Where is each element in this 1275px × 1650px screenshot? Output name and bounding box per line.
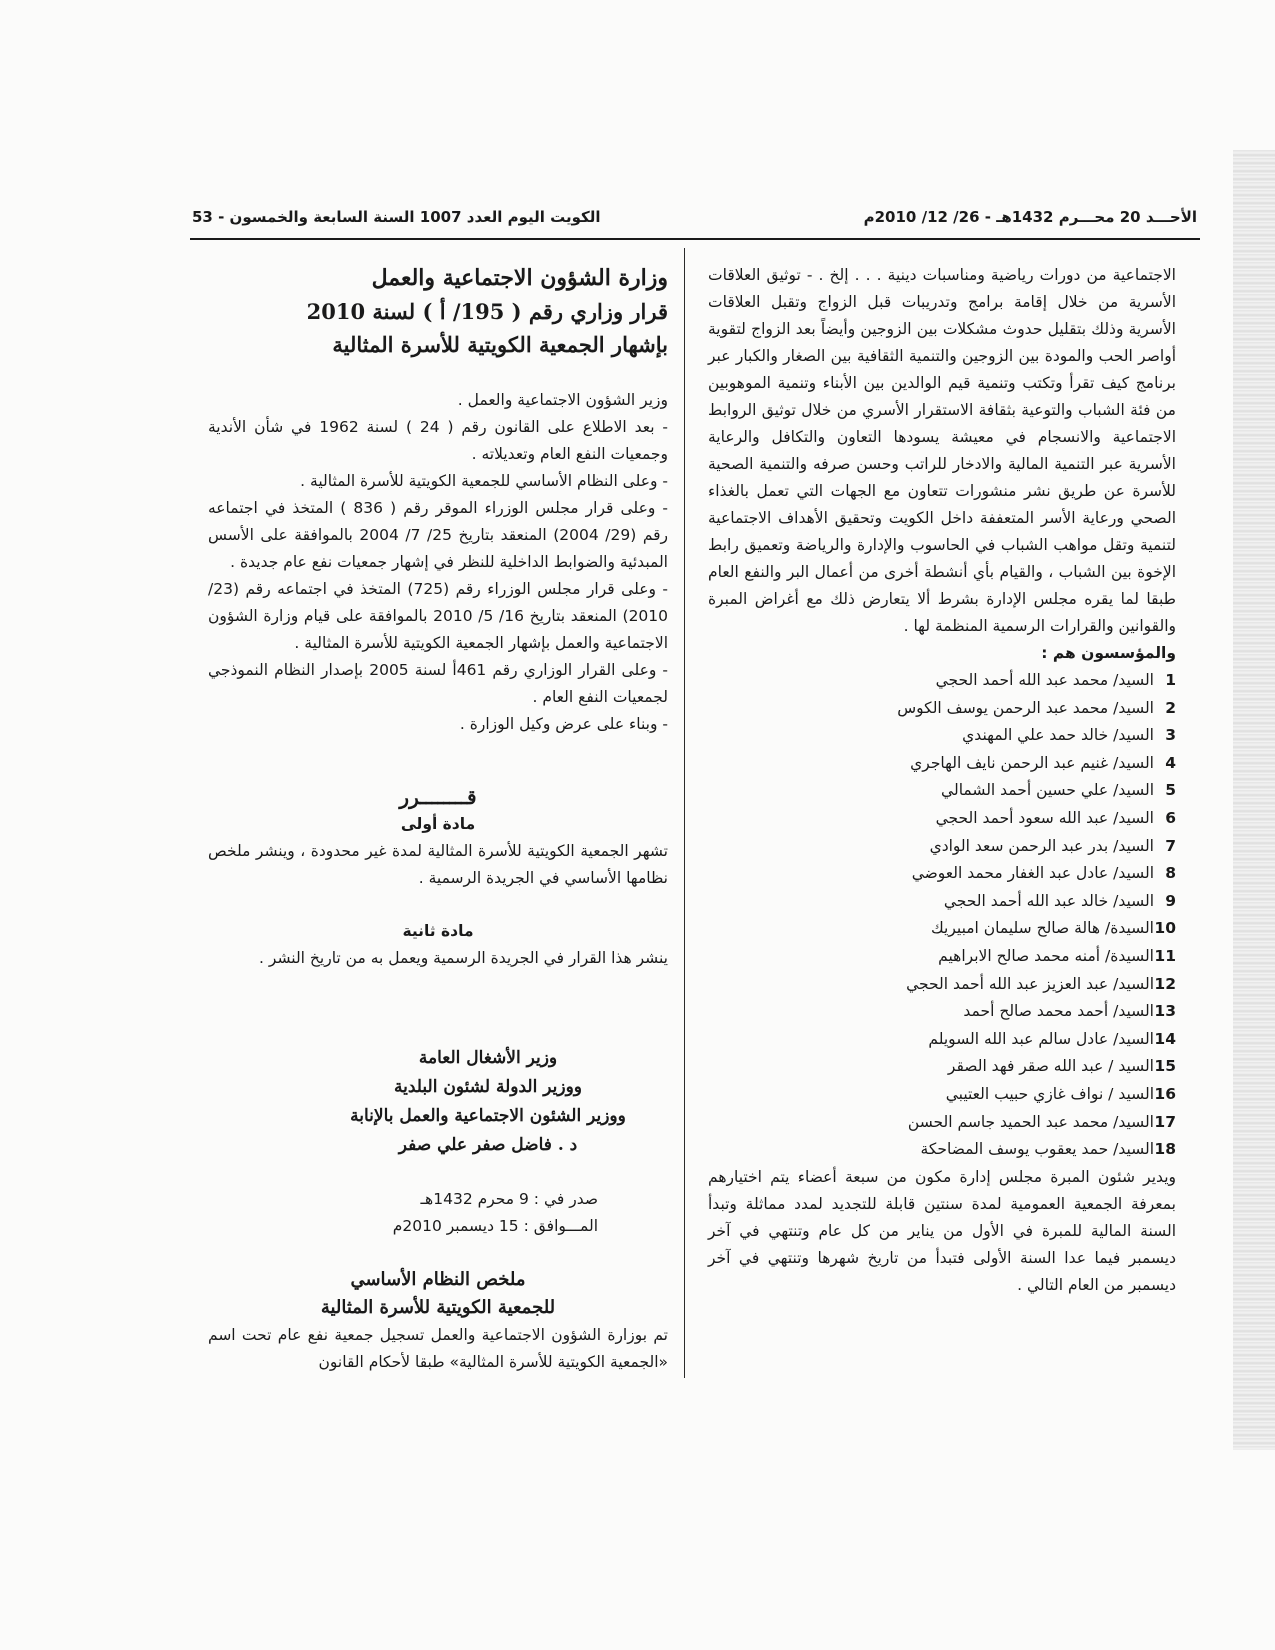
signature-block <box>328 1044 648 1160</box>
founder-item <box>708 805 1176 833</box>
founder-item <box>708 1136 1176 1164</box>
decision-number-title: قرار وزاري رقم ( 195/ أ ) لسنة 2010 <box>306 299 668 324</box>
founder-number: 8 <box>1165 864 1176 883</box>
preamble-line: - وعلى قرار مجلس الوزراء رقم (725) المتخذ في اجتماعه رقم (23/ 2010) المنعقد بتاريخ 16/ 5/ 2010 بالموافقة على قيام وزارة الشؤون الاجتماعية والعمل بإشهار الجمعية الكويتية للأسرة المثالية . <box>208 580 669 652</box>
decision-subject-title: بإشهار الجمعية الكويتية للأسرة المثالية <box>332 332 668 357</box>
founder-item <box>708 1053 1176 1081</box>
founder-number: 7 <box>1165 836 1176 855</box>
founder-name: السيد/ غنيم عبد الرحمن نايف الهاجري <box>910 753 1154 772</box>
page-header <box>192 200 1197 226</box>
corresponding-date: المـــوافق : 15 ديسمبر 2010م <box>392 1217 598 1235</box>
founder-number: 14 <box>1154 1029 1176 1048</box>
header-rule <box>190 238 1200 240</box>
founder-number: 11 <box>1154 946 1176 965</box>
founder-name: السيد/ أحمد محمد صالح أحمد <box>963 1002 1154 1021</box>
article2-title: مادة ثانية <box>402 922 474 940</box>
founder-number: 16 <box>1154 1084 1176 1103</box>
founder-name: السيدة/ أمنه محمد صالح الابراهيم <box>938 946 1154 965</box>
summary-title: ملخص النظام الأساسي <box>350 1269 526 1290</box>
signature-line: ووزير الدولة لشئون البلدية <box>394 1077 582 1097</box>
founder-item <box>708 833 1176 861</box>
header-issue: الكويت اليوم العدد 1007 السنة السابعة والخمسون - 53 <box>192 208 601 226</box>
founder-name: السيد/ خالد عبد الله أحمد الحجي <box>943 891 1154 910</box>
summary-text: تم بوزارة الشؤون الاجتماعية والعمل تسجيل جمعية نفع عام تحت اسم «الجمعية الكويتية للأسرة المثالية» طبقا لأحكام القانون <box>208 1326 668 1371</box>
founder-number: 5 <box>1165 781 1176 800</box>
founder-number: 6 <box>1165 808 1176 827</box>
founders-title: والمؤسسون هم : <box>1041 644 1176 662</box>
founder-name: السيد/ عادل سالم عبد الله السويلم <box>928 1029 1154 1048</box>
founder-number: 9 <box>1165 891 1176 910</box>
founder-item <box>708 998 1176 1026</box>
founder-item <box>708 860 1176 888</box>
founder-name: السيد/ خالد حمد علي المهندي <box>962 726 1154 745</box>
founder-number: 4 <box>1165 753 1176 772</box>
closing-text: ويدير شئون المبرة مجلس إدارة مكون من سبعة أعضاء يتم اختيارهم بمعرفة الجمعية العمومية لمدة سنتين قابلة للتجديد لمدد مماثلة وتبدأ السنة المالية للمبرة في الأول من يناير من كل عام وتنتهي في آخر ديسمبر فيما عدا السنة الأولى فتبدأ من تاريخ شهرها وتنتهي في آخر ديسمبر من العام التالي . <box>708 1167 1176 1294</box>
preamble-line: - وعلى القرار الوزاري رقم 461أ لسنة 2005 بإصدار النظام النموذجي لجمعيات النفع العام . <box>208 661 668 706</box>
founder-name: السيد / نواف غازي حبيب العتيبي <box>945 1084 1154 1103</box>
article2-text: ينشر هذا القرار في الجريدة الرسمية ويعمل به من تاريخ النشر . <box>259 949 668 967</box>
preamble-line: - بعد الاطلاع على القانون رقم ( 24 ) لسنة 1962 في شأن الأندية وجمعيات النفع العام وتعديلاته . <box>208 418 668 463</box>
scan-edge-shadow <box>1233 150 1275 1450</box>
article1-text: تشهر الجمعية الكويتية للأسرة المثالية لمدة غير محدودة ، وينشر ملخص نظامها الأساسي في الجريدة الرسمية . <box>208 842 668 887</box>
founder-item <box>708 971 1176 999</box>
issued-date: صدر في : 9 محرم 1432هـ <box>420 1190 598 1208</box>
founder-item <box>708 777 1176 805</box>
preamble-line: - وبناء على عرض وكيل الوزارة . <box>459 715 668 733</box>
founder-item <box>708 1081 1176 1109</box>
decision-column <box>208 262 668 1376</box>
founder-item <box>708 667 1176 695</box>
preamble-line: - وعلى النظام الأساسي للجمعية الكويتية للأسرة المثالية . <box>300 472 668 490</box>
preamble-line: وزير الشؤون الاجتماعية والعمل . <box>457 391 668 409</box>
header-date: الأحـــد 20 محـــرم 1432هـ - 26/ 12/ 2010م <box>863 208 1197 226</box>
founder-item <box>708 888 1176 916</box>
issue-dates <box>208 1186 668 1240</box>
founder-item <box>708 943 1176 971</box>
founder-item <box>708 1109 1176 1137</box>
founder-item <box>708 722 1176 750</box>
article1-title: مادة أولى <box>400 815 476 833</box>
signature-line: ووزير الشئون الاجتماعية والعمل بالإنابة <box>350 1106 626 1126</box>
summary-subtitle: للجمعية الكويتية للأسرة المثالية <box>320 1297 556 1318</box>
signatory-name: د . فاضل صفر علي صفر <box>398 1135 578 1155</box>
founder-number: 10 <box>1154 919 1176 938</box>
founder-name: السيد/ عبد العزيز عبد الله أحمد الحجي <box>906 974 1154 993</box>
signature-line: وزير الأشغال العامة <box>418 1048 558 1068</box>
founder-name: السيد/ محمد عبد الحميد جاسم الحسن <box>907 1112 1154 1131</box>
founder-item <box>708 750 1176 778</box>
founder-number: 12 <box>1154 974 1176 993</box>
founder-number: 17 <box>1154 1112 1176 1131</box>
founder-name: السيد/ عادل عبد الغفار محمد العوضي <box>911 864 1154 883</box>
founder-number: 18 <box>1154 1140 1176 1159</box>
objectives-text: الاجتماعية من دورات رياضية ومناسبات دينية . . . إلخ . - توثيق العلاقات الأسرية من خلال إقامة برامج وتدريبات قبل الزواج وتقبل العلاقات الأسرية وذلك بتقليل حدوث مشكلات بين الزوجين وأيضاً بعد الزواج لتقوية أواصر الحب والمودة بين الزوجين والتنمية الثقافية بين الصغار والكبار عبر برنامج كيف تقرأ وتكتب وتنمية قيم الوالدين بين الأبناء وتنمية الموهوبين من فئة الشباب والتوعية بثقافة الاستقرار الأسري من خلال توثيق الروابط الاجتماعية والانسجام في معيشة يسودها التعاون والتكافل والرعاية الأسرية عبر التنمية المالية والادخار للراتب وحسن صرفه والتنمية الصحية للأسرة عن طريق نشر منشورات تتعاون مع الجهات التي تعمل بالغذاء الصحي ورعاية الأسر المتعففة داخل الكويت وتحقيق الأهداف الاجتماعية لتنمية وتقل مواهب الشباب في الحاسوب والإدارة والرياضة وتعميق رابط الإخوة بين الشباب ، والقيام بأي أنشطة أخرى من أعمال البر والنفع العام طبقا لما يقره مجلس الإدارة بشرط ألا يتعارض ذلك مع أغراض المبرة والقوانين والقرارات الرسمية المنظمة لها . <box>708 266 1176 635</box>
decides-heading: قــــــــرر <box>399 785 477 809</box>
founder-name: السيد/ بدر عبد الرحمن سعد الوادي <box>929 836 1154 855</box>
ministry-title: وزارة الشؤون الاجتماعية والعمل <box>371 265 668 291</box>
founder-name: السيد/ محمد عبد الله أحمد الحجي <box>935 671 1154 689</box>
founder-number: 15 <box>1154 1057 1176 1076</box>
founder-number: 13 <box>1154 1002 1176 1021</box>
preamble-line: - وعلى قرار مجلس الوزراء الموقر رقم ( 836 ) المتخذ في اجتماعه رقم (29/ 2004) المنعقد بتاريخ 25/ 7/ 2004 بالموافقة على الأسس المبدئية والضوابط الداخلية للنظر في إشهار جمعيات نفع عام جديدة . <box>208 499 669 571</box>
founder-name: السيد / عبد الله صقر فهد الصقر <box>947 1057 1154 1076</box>
founder-item <box>708 695 1176 723</box>
founder-name: السيد/ عبد الله سعود أحمد الحجي <box>935 808 1154 827</box>
founder-item <box>708 915 1176 943</box>
founder-number: 1 <box>1165 671 1176 689</box>
founder-item <box>708 1026 1176 1054</box>
founder-name: السيد/ حمد يعقوب يوسف المضاحكة <box>920 1140 1154 1159</box>
founder-name: السيد/ محمد عبد الرحمن يوسف الكوس <box>897 698 1154 717</box>
founder-name: السيد/ علي حسين أحمد الشمالي <box>941 781 1154 800</box>
statute-column <box>708 262 1176 1299</box>
founder-name: السيدة/ هالة صالح سليمان امبيريك <box>930 919 1154 938</box>
founder-number: 3 <box>1165 726 1176 745</box>
column-divider <box>684 248 685 1378</box>
founders-list <box>708 667 1176 1164</box>
founder-number: 2 <box>1165 698 1176 717</box>
